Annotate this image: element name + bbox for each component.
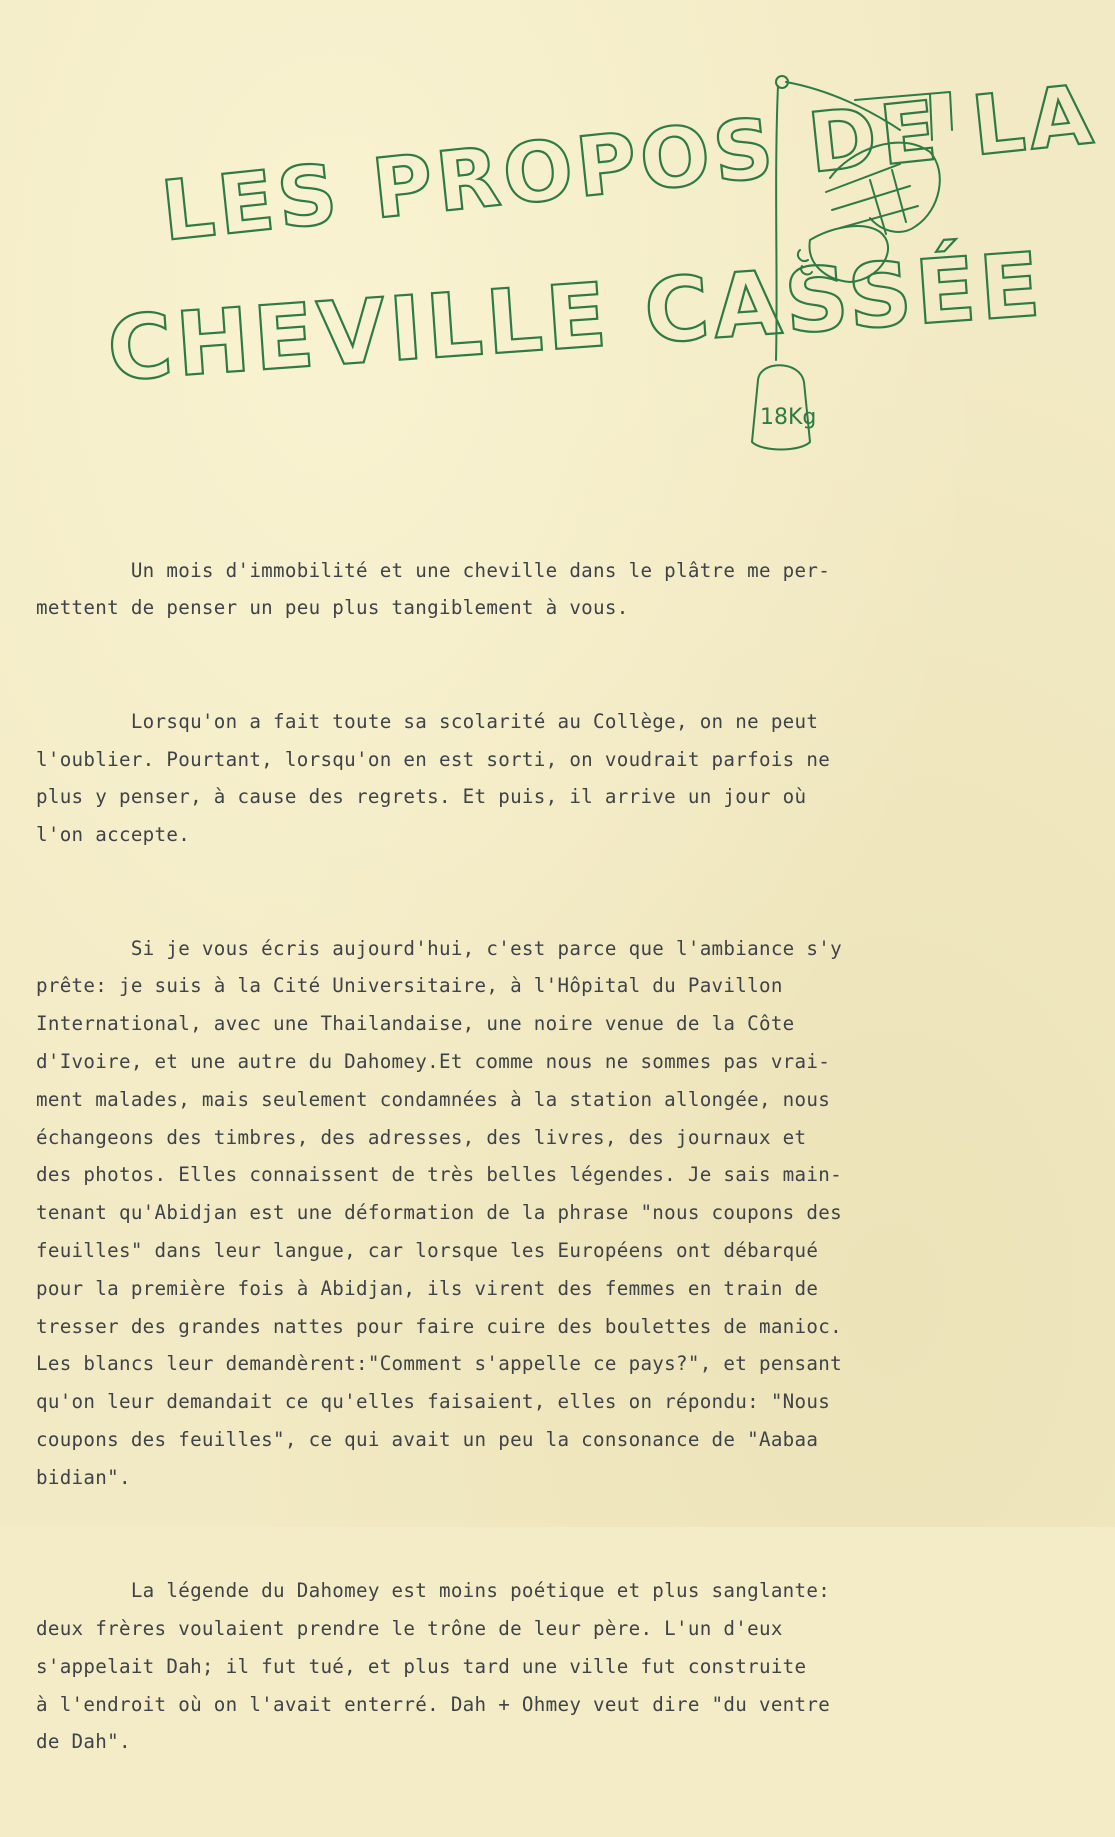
paragraph-4: La légende du Dahomey est moins poétique et plus sanglante: deux frères voulaient prendre le trône de leur père. L'un d'eux s'appelait Dah; il fut tué, et plus tard une ville fut construite à l'endroit où on l'avait enterré. Dah + Ohmey veut dire "du ventre de Dah". — [36, 1579, 831, 1754]
paragraph-3: Si je vous écris aujourd'hui, c'est parce que l'ambiance s'y prête: je suis à la Cité Universitaire, à l'Hôpital du Pavillon International, avec une Thailandaise, une noire venue de la Côte d'Ivoire, et une autre du Dahomey.Et comme nous ne sommes pas vrai- ment malades, mais seulement condamnées à la station allongée, nous échangeons des timbres, des adresses, des livres, des journaux et des photos. Elles connaissent de très belles légendes. Je sais main- tenant qu'Abidjan est une déformation de la phrase "nous coupons des feuilles" dans leur langue, car lorsque les Européens ont débarqué pour la première fois à Abidjan, ils virent des femmes en train de tresser des grandes nattes pour faire cuire des boulettes de manioc. Les blancs leur demandèrent:"Comment s'appelle ce pays?", et pensant qu'on leur demandait ce qu'elles faisaient, elles on répondu: "Nous coupons des feuilles", ce qui avait un peu la consonance de "Aabaa bidian". — [36, 936, 842, 1489]
letter-body — [36, 476, 1046, 1837]
title-line-2: CHEVILLE CASSÉE — [104, 232, 1047, 401]
paragraph-2: Lorsqu'on a fait toute sa scolarité au Collège, on ne peut l'oublier. Pourtant, lorsqu'on en est sorti, on voudrait parfois ne plus y penser, à cause des regrets. Et puis, il arrive un jour où l'on accepte. — [36, 709, 831, 847]
weight-label: 18Kg — [760, 405, 817, 430]
title-line-1: LES PROPOS DE LA — [157, 67, 1101, 260]
paragraph-1: Un mois d'immobilité et une cheville dans le plâtre me per- mettent de penser un peu plus tangiblement à vous. — [36, 558, 831, 620]
hand-drawn-header — [104, 60, 1101, 460]
header-illustration — [104, 60, 1101, 460]
